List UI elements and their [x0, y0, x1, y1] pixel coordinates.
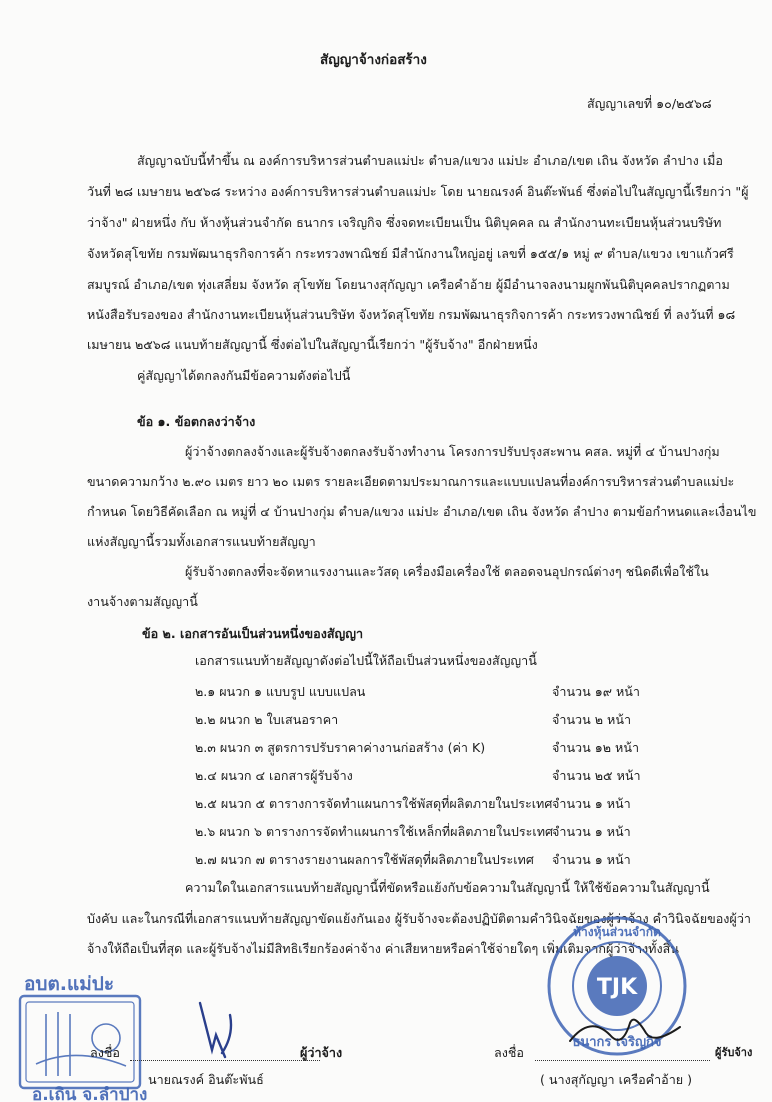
clause1-line: กำหนด โดยวิธีคัดเลือก ณ หมู่ที่ ๔ บ้านปางกุ่ม ตำบล/แขวง แม่ปะ อำเภอ/เขต เถิน จังหวัด ลำปาง ตามข้อกำหนดและเงื่อนไข: [87, 504, 757, 519]
clause1-line: ขนาดความกว้าง ๒.๙๐ เมตร ยาว ๒๐ เมตร รายละเอียดตามประมาณการและแบบแปลนที่องค์การบริหารส่วนตำบลแม่ปะ: [87, 474, 735, 489]
stamp-text: ธนากร เจริญกิจ: [572, 1035, 662, 1050]
annex-label: ๒.๓ ผนวก ๓ สูตรการปรับราคาค่างานก่อสร้าง (ค่า K): [195, 740, 486, 755]
clause1-line: แห่งสัญญานี้รวมทั้งเอกสารแนบท้ายสัญญา: [87, 534, 316, 549]
intro-line: ว่าจ้าง" ฝ่ายหนึ่ง กับ ห้างหุ้นส่วนจำกัด ธนากร เจริญกิจ ซึ่งจดทะเบียนเป็น นิติบุคคล ณ สำนักงานทะเบียนหุ้นส่วนบริษัท: [87, 215, 722, 230]
contract-number: สัญญาเลขที่ ๑๐/๒๕๖๘: [587, 96, 712, 111]
annex-pages: จำนวน ๒๕ หน้า: [552, 768, 641, 783]
annex-label: ๒.๕ ผนวก ๕ ตารางการจัดทำแผนการใช้พัสดุที่ผลิตภายในประเทศ: [195, 796, 553, 811]
clause2-intro: เอกสารแนบท้ายสัญญาดังต่อไปนี้ให้ถือเป็นส่วนหนึ่งของสัญญานี้: [195, 653, 537, 668]
stamp-logo: TJK: [596, 975, 638, 1000]
employer-name: นายณรงค์ อินต๊ะพันธ์: [148, 1072, 264, 1087]
employer-sign-label: ลงชื่อ: [90, 1045, 120, 1060]
clause2-line: ความใดในเอกสารแนบท้ายสัญญานี้ที่ขัดหรือแย้งกับข้อความในสัญญานี้ ให้ใช้ข้อความในสัญญานี้: [185, 880, 710, 895]
clause2-line: จ้างให้ถือเป็นที่สุด และผู้รับจ้างไม่มีสิทธิเรียกร้องค่าจ้าง ค่าเสียหายหรือค่าใช้จ่ายใดๆ เพิ่มเติมจากผู้ว่าจ้างทั้งสิ้น: [87, 941, 679, 956]
annex-label: ๒.๗ ผนวก ๗ ตารางรายงานผลการใช้พัสดุที่ผลิตภายในประเทศ: [195, 852, 534, 867]
clause2-heading: ข้อ ๒. เอกสารอันเป็นส่วนหนึ่งของสัญญา: [142, 626, 364, 641]
annex-label: ๒.๖ ผนวก ๖ ตารางการจัดทำแผนการใช้เหล็กที่ผลิตภายในประเทศ: [195, 824, 554, 839]
annex-label: ๒.๑ ผนวก ๑ แบบรูป แบบแปลน: [195, 684, 366, 699]
document-title: สัญญาจ้างก่อสร้าง: [320, 52, 427, 68]
annex-pages: จำนวน ๑ หน้า: [552, 796, 631, 811]
employer-sign-line: [130, 1060, 320, 1061]
annex-label: ๒.๒ ผนวก ๒ ใบเสนอราคา: [195, 712, 339, 727]
stamp-text: อบต.แม่ปะ: [24, 973, 115, 995]
clause1-line: ผู้รับจ้างตกลงที่จะจัดหาแรงงานและวัสดุ เครื่องมือเครื่องใช้ ตลอดจนอุปกรณ์ต่างๆ ชนิดดีเพื่อใช้ใน: [185, 564, 709, 579]
annex-pages: จำนวน ๑ หน้า: [552, 824, 631, 839]
annex-label: ๒.๔ ผนวก ๔ เอกสารผู้รับจ้าง: [195, 768, 353, 783]
intro-line: จังหวัดสุโขทัย กรมพัฒนาธุรกิจการค้า กระทรวงพาณิชย์ มีสำนักงานใหญ่อยู่ เลขที่ ๑๕๕/๑ หมู่ ๙ ตำบล/แขวง เขาแก้วศรี: [87, 246, 734, 261]
annex-pages: จำนวน ๑ หน้า: [552, 852, 631, 867]
contractor-sign-label: ลงชื่อ: [494, 1045, 524, 1060]
annex-pages: จำนวน ๒ หน้า: [552, 712, 632, 727]
contractor-role: ผู้รับจ้าง: [715, 1046, 753, 1059]
employer-stamp: [6, 968, 156, 1102]
clause1-line: งานจ้างตามสัญญานี้: [87, 594, 198, 609]
contractor-sign-line: [535, 1060, 710, 1061]
clause1-line: ผู้ว่าจ้างตกลงจ้างและผู้รับจ้างตกลงรับจ้างทำงาน โครงการปรับปรุงสะพาน คสล. หมู่ที่ ๔ บ้านปางกุ่ม: [185, 444, 720, 459]
intro-line: หนังสือรับรองของ สำนักงานทะเบียนหุ้นส่วนบริษัท จังหวัดสุโขทัย กรมพัฒนาธุรกิจการค้า กระทรวงพาณิชย์ ที่ ลงวันที่ ๑๘: [87, 307, 736, 322]
intro-line: เมษายน ๒๕๖๘ แนบท้ายสัญญานี้ ซึ่งต่อไปในสัญญานี้เรียกว่า "ผู้รับจ้าง" อีกฝ่ายหนึ่ง: [87, 337, 538, 352]
contractor-name: ( นางสุกัญญา เครือคำอ้าย ): [540, 1072, 693, 1087]
employer-role: ผู้ว่าจ้าง: [300, 1045, 343, 1060]
annex-pages: จำนวน ๑๙ หน้า: [552, 684, 640, 699]
stamp-text: ห้างหุ้นส่วนจำกัด: [573, 925, 661, 939]
stamp-text: อ.เถิน จ.ลำปาง: [32, 1085, 148, 1102]
clause2-line: บังคับ และในกรณีที่เอกสารแนบท้ายสัญญาขัดแย้งกันเอง ผู้รับจ้างจะต้องปฏิบัติตามคำวินิจฉัยของผู้ว่าจ้าง คำวินิจฉัยของผู้ว่า: [87, 911, 751, 926]
contractor-signature: [560, 1005, 710, 1065]
employer-signature: [170, 995, 260, 1065]
annex-pages: จำนวน ๑๒ หน้า: [552, 740, 640, 755]
agreement-line: คู่สัญญาได้ตกลงกันมีข้อความดังต่อไปนี้: [137, 368, 351, 383]
intro-line: วันที่ ๒๘ เมษายน ๒๕๖๘ ระหว่าง องค์การบริหารส่วนตำบลแม่ปะ โดย นายณรงค์ อินต๊ะพันธ์ ซึ่งต่อไปในสัญญานี้เรียกว่า "ผู้: [87, 184, 749, 199]
clause1-heading: ข้อ ๑. ข้อตกลงว่าจ้าง: [137, 414, 256, 429]
intro-line: สมบูรณ์ อำเภอ/เขต ทุ่งเสลี่ยม จังหวัด สุโขทัย โดยนางสุกัญญา เครือคำอ้าย ผู้มีอำนาจลงนามผูกพันนิติบุคคลปรากฏตาม: [87, 277, 730, 292]
intro-line: สัญญาฉบับนี้ทำขึ้น ณ องค์การบริหารส่วนตำบลแม่ปะ ตำบล/แขวง แม่ปะ อำเภอ/เขต เถิน จังหวัด ลำปาง เมื่อ: [137, 153, 723, 168]
